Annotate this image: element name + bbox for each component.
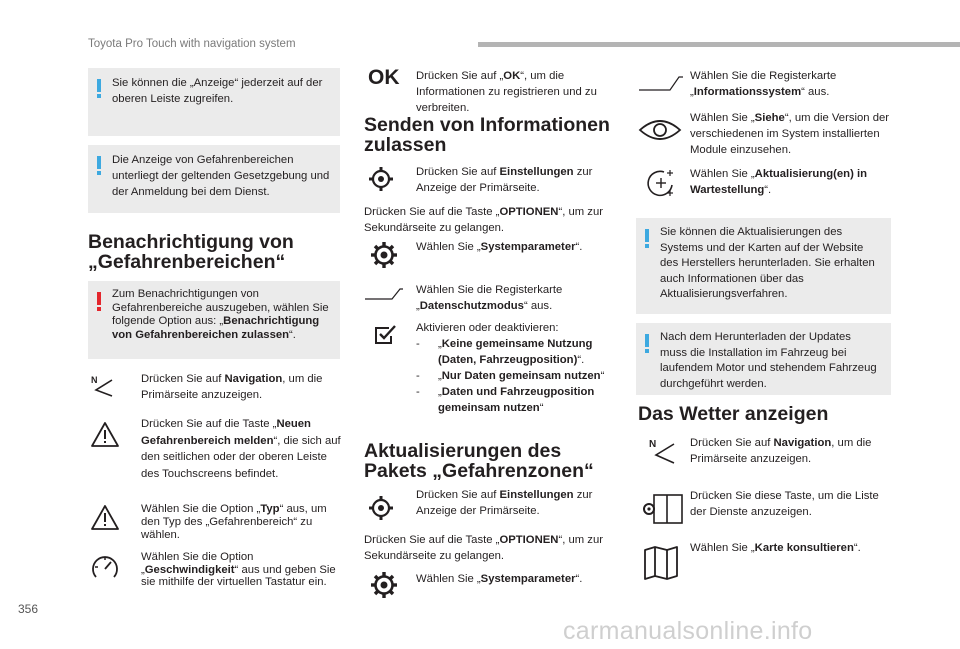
warning-note-enable: Zum Benachrichtigungen von Gefahrenbereiche auszugeben, wählen Sie folgende Option aus: „Benachrichtigung von Gefahrenbereichen zulassen“. <box>88 281 340 359</box>
tab-icon <box>364 287 404 301</box>
step-speed: Wählen Sie die Option „Geschwindigkeit“ aus und geben Sie sie mithilfe der virtuellen Tastatur ein. <box>141 551 336 588</box>
step-privacy-options: Aktivieren oder deaktivieren: - „Keine gemeinsame Nutzung (Daten, Fahrzeugposition)“. - „Nur Daten gemeinsam nutzen“ - „Daten und Fahrzeugposition gemeinsam nutzen“ <box>416 320 616 416</box>
gear-icon <box>367 494 395 522</box>
privacy-option-data-only: - „Nur Daten gemeinsam nutzen“ <box>416 368 616 384</box>
step-system-params: Wählen Sie „Systemparameter“. <box>416 241 583 253</box>
ok-icon: OK <box>368 66 400 89</box>
gear-icon <box>367 165 395 193</box>
step-privacy-tab: Wählen Sie die Registerkarte „Datenschutzmodus“ aus. <box>416 284 563 312</box>
step-options: Drücken Sie auf die Taste „OPTIONEN“, um zur Sekundärseite zu gelangen. <box>364 206 604 234</box>
privacy-option-data-position: - „Daten und Fahrzeugposition gemeinsam nutzen“ <box>416 384 616 416</box>
step-navigation-weather: Drücken Sie auf Navigation, um die Primärseite anzuzeigen. <box>690 437 872 465</box>
step-info-system-tab: Wählen Sie die Registerkarte „Informationssystem“ aus. <box>690 70 837 98</box>
step-settings: Drücken Sie auf Einstellungen zur Anzeige der Primärseite. <box>416 166 593 194</box>
section-heading-updates: Aktualisierungen des Pakets „Gefahrenzonen“ <box>364 440 594 482</box>
step-view-versions: Wählen Sie „Siehe“, um die Version der verschiedenen im System installierten Module einzusehen. <box>690 112 890 156</box>
step-options-2: Drücken Sie auf die Taste „OPTIONEN“, um zur Sekundärseite zu gelangen. <box>364 534 604 562</box>
warning-icon <box>90 504 120 531</box>
step-services-list: Drücken Sie diese Taste, um die Liste der Dienste anzuzeigen. <box>690 490 879 518</box>
section-heading-send-info: Senden von Informationen zulassen <box>364 114 610 156</box>
info-note-install: Nach dem Herunterladen der Updates muss die Installation im Fahrzeug bei laufendem Motor und stehendem Fahrzeug durchgeführt werden. <box>636 323 891 395</box>
gear-icon <box>369 240 399 270</box>
step-report-danger: Drücken Sie auf die Taste „Neuen Gefahrenbereich melden“, die sich auf den seitlichen oder der oberen Leiste des Touchscreens befindet. <box>141 418 341 480</box>
step-navigation: Drücken Sie auf Navigation, um die Primärseite anzuzeigen. <box>141 373 323 401</box>
step-type: Wählen Sie die Option „Typ“ aus, um den Typ des „Gefahrenbereich“ zu wählen. <box>141 503 327 541</box>
step-settings-2: Drücken Sie auf Einstellungen zur Anzeige der Primärseite. <box>416 489 593 517</box>
watermark: carmanualsonline.info <box>563 617 813 645</box>
eye-icon <box>638 118 682 142</box>
step-pending-updates: Wählen Sie „Aktualisierung(en) in Wartestellung“. <box>690 168 868 196</box>
speed-icon <box>90 553 120 583</box>
header-title: Toyota Pro Touch with navigation system <box>88 38 296 50</box>
step-ok: Drücken Sie auf „OK“, um die Informationen zu registrieren und zu verbreiten. <box>416 70 597 114</box>
info-note-download: Sie können die Aktualisierungen des Systems und der Karten auf der Website des Herstellers herunterladen. Sie erhalten auch Informationen über das Aktualisierungsverfahren. <box>636 218 891 314</box>
page-number: 356 <box>18 602 39 616</box>
svg-text:N: N <box>91 375 98 385</box>
svg-text:N: N <box>649 439 657 450</box>
navigation-icon <box>90 374 116 400</box>
checkbox-icon <box>374 324 398 346</box>
section-heading-weather: Das Wetter anzeigen <box>638 403 829 425</box>
tab-icon <box>638 74 684 92</box>
map-icon <box>643 545 679 581</box>
navigation-icon <box>648 437 678 467</box>
step-system-params-2: Wählen Sie „Systemparameter“. <box>416 573 583 585</box>
privacy-option-no-share: - „Keine gemeinsame Nutzung (Daten, Fahrzeugposition)“. <box>416 336 616 368</box>
step-consult-map: Wählen Sie „Karte konsultieren“. <box>690 542 861 554</box>
info-note-display: Sie können die „Anzeige“ jederzeit auf der oberen Leiste zugreifen. <box>88 68 340 136</box>
warning-icon <box>90 421 120 448</box>
section-heading-danger-notification: Benachrichtigung von „Gefahrenbereichen“ <box>88 231 294 273</box>
gear-icon <box>369 570 399 600</box>
header-bar <box>478 42 960 47</box>
info-note-legal: Die Anzeige von Gefahrenbereichen unterliegt der geltenden Gesetzgebung und der Anmeldung bei dem Dienst. <box>88 145 340 213</box>
update-icon <box>644 166 678 200</box>
services-icon <box>640 492 684 526</box>
